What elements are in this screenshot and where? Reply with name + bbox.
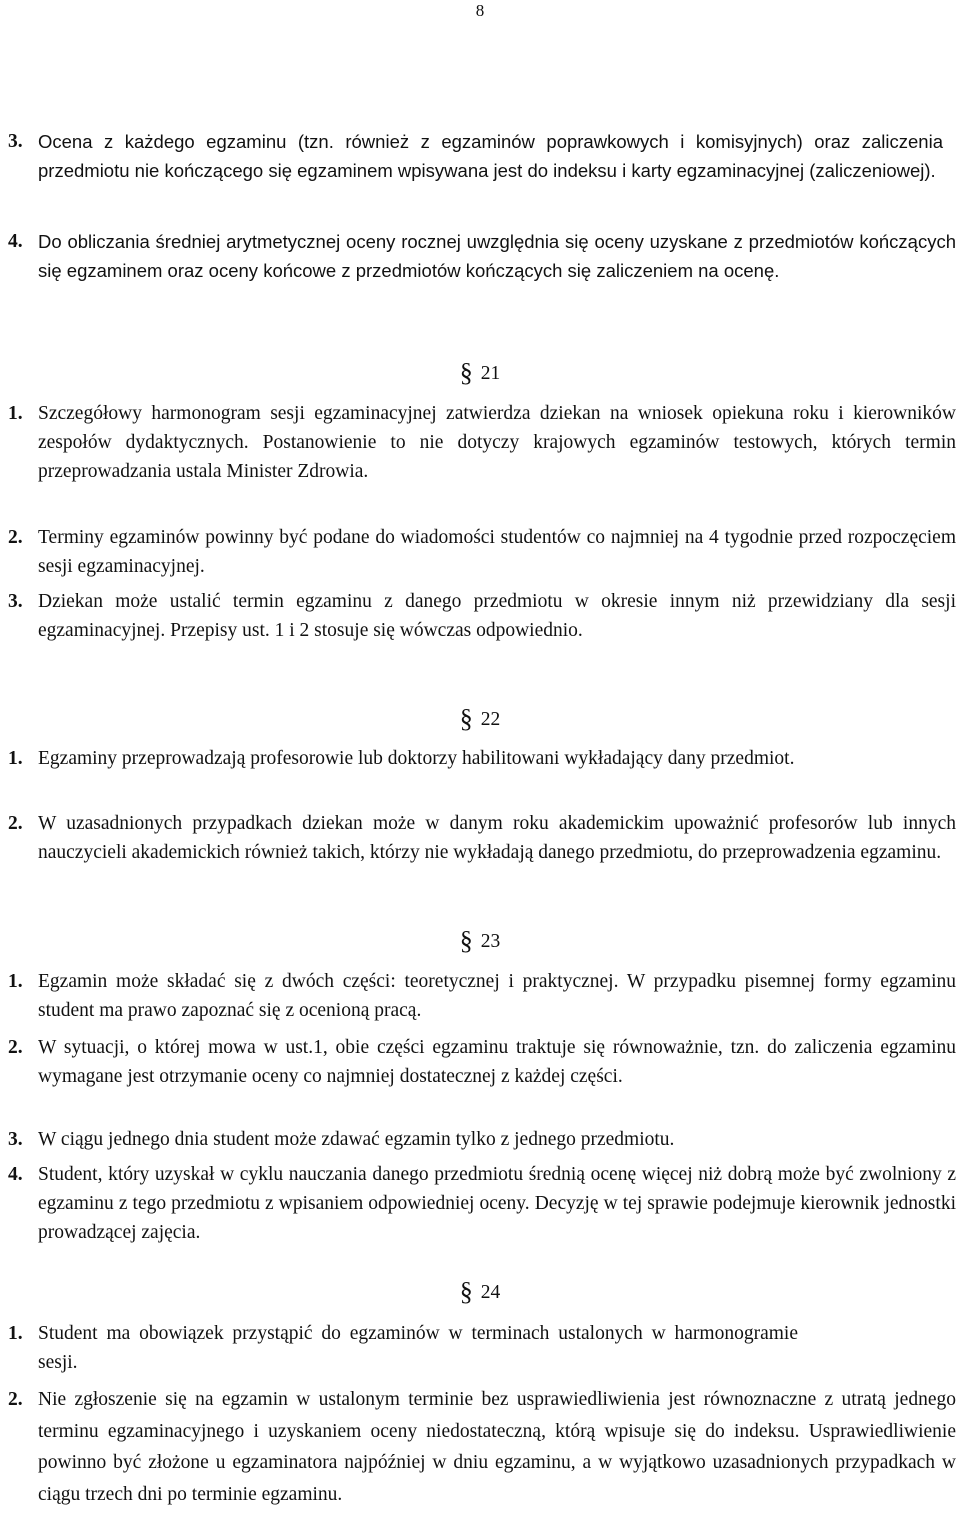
section-number: 24	[480, 1282, 501, 1303]
item-text: W sytuacji, o której mowa w ust.1, obie części egzaminu traktuje się równoważnie, tzn. do zaliczenia egzaminu wymagane jest otrzymanie oceny co najmniej dostatecznej z każdej części.	[38, 1037, 956, 1088]
item-text: Szczegółowy harmonogram sesji egzaminacyjnej zatwierdza dziekan na wniosek opiekuna roku i kierowników zespołów dydaktycznych. Postanowienie to nie dotyczy krajowych egzaminów testowych, których termin przeprowadzania ustala Minister Zdrowia.	[38, 403, 956, 483]
section-number: 21	[480, 363, 501, 384]
item-text: Terminy egzaminów powinny być podane do wiadomości studentów co najmniej na 4 tygodnie przed rozpoczęciem sesji egzaminacyjnej.	[38, 527, 956, 578]
section-symbol: §	[459, 358, 473, 387]
item-text: W ciągu jednego dnia student może zdawać egzamin tylko z jednego przedmiotu.	[38, 1129, 675, 1150]
page-number: 8	[475, 1, 485, 20]
item-number: 2.	[8, 527, 23, 548]
section-symbol: §	[459, 704, 473, 733]
section-symbol: §	[459, 926, 473, 955]
item-text: Do obliczania średniej arytmetycznej oceny rocznej uwzględnia się oceny uzyskane z przedmiotów kończących się egzaminem oraz oceny końcowe z przedmiotów kończących się zaliczeniem na ocenę.	[38, 231, 956, 282]
item-text: Student, który uzyskał w cyklu nauczania danego przedmiotu średnią ocenę więcej niż dobrą może być zwolniony z egzaminu z tego przedmiotu z wpisaniem odpowiedniej oceny. Decyzję w tej sprawie podejmuje kierownik jednostki prowadzącej zajęcia.	[38, 1164, 956, 1244]
item-number: 2.	[8, 813, 23, 834]
section-heading	[0, 926, 960, 956]
section-heading	[0, 1277, 960, 1307]
item-number: 2.	[8, 1389, 23, 1410]
item-text: Dziekan może ustalić termin egzaminu z danego przedmiotu w okresie innym niż przewidziany dla sesji egzaminacyjnej. Przepisy ust. 1 i 2 stosuje się wówczas odpowiednio.	[38, 591, 956, 642]
item-text: W uzasadnionych przypadkach dziekan może w danym roku akademickim upoważnić profesorów lub innych nauczycieli akademickich również takich, którzy nie wykładają danego przedmiotu, do przeprowadzenia egzaminu.	[38, 813, 956, 864]
item-text: Egzamin może składać się z dwóch części: teoretycznej i praktycznej. W przypadku pisemnej formy egzaminu student ma prawo zapoznać się z ocenioną pracą.	[38, 971, 956, 1022]
item-number: 2.	[8, 1037, 23, 1058]
section-heading	[0, 704, 960, 734]
item-text: Nie zgłoszenie się na egzamin w ustalonym terminie bez usprawiedliwienia jest równoznaczne z utratą jednego terminu egzaminacyjnego i uzyskaniem oceny niedostateczną, którą wpisuje się do indeksu. Usprawiedliwienie powinno być złożone u egzaminatora najpóźniej w dniu egzaminu, a w wyjątkowo uzasadnionych przypadkach w ciągu trzech dni po terminie egzaminu.	[38, 1389, 956, 1505]
item-text: Ocena z każdego egzaminu (tzn. również z egzaminów poprawkowych i komisyjnych) oraz zaliczenia przedmiotu nie kończącego się egzaminem wpisywana jest do indeksu i karty egzaminacyjnej (zaliczeniowej).	[38, 131, 943, 182]
section-symbol: §	[459, 1277, 473, 1306]
item-number: 4.	[8, 231, 23, 252]
section-number: 23	[480, 931, 501, 952]
item-text: Student ma obowiązek przystąpić do egzaminów w terminach ustalonych w harmonogramie sesji.	[38, 1323, 798, 1374]
item-text: Egzaminy przeprowadzają profesorowie lub doktorzy habilitowani wykładający dany przedmiot.	[38, 748, 795, 769]
item-number: 1.	[8, 1323, 23, 1344]
item-number: 3.	[8, 131, 23, 152]
item-number: 1.	[8, 403, 23, 424]
item-number: 1.	[8, 748, 23, 769]
item-number: 4.	[8, 1164, 23, 1185]
item-number: 3.	[8, 1129, 23, 1150]
section-heading	[0, 358, 960, 388]
section-number: 22	[480, 709, 501, 730]
item-number: 3.	[8, 591, 23, 612]
item-number: 1.	[8, 971, 23, 992]
